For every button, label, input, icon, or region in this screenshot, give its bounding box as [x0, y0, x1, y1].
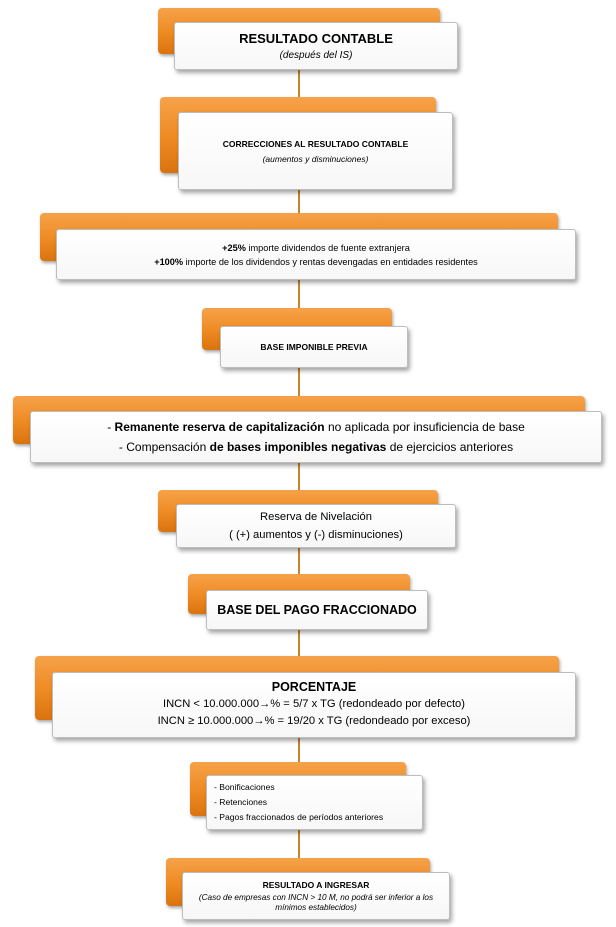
line-pre: - Compensación	[118, 440, 210, 454]
step-title: RESULTADO CONTABLE	[239, 31, 393, 46]
connector-line	[298, 368, 300, 398]
connector-line	[298, 830, 300, 858]
step-subtitle: (Caso de empresas con INCN > 10 M, no podrá ser inferior a los mínimos establecidos)	[198, 892, 434, 912]
step-card	[176, 504, 456, 548]
dividend-line-2	[154, 255, 478, 269]
connector-line	[298, 190, 300, 215]
list-item: - Bonificaciones	[214, 782, 275, 792]
line-post: no aplicada por insuficiencia de base	[324, 420, 525, 434]
line-text: importe dividendos de fuente extranjera	[245, 242, 410, 253]
step-title: RESULTADO A INGRESAR	[262, 879, 370, 890]
list-item: - Pagos fraccionados de períodos anteriores	[214, 812, 384, 822]
line-bold: +25%	[222, 242, 246, 253]
connector-line	[298, 738, 300, 762]
connector-line	[298, 548, 300, 576]
step-title: PORCENTAJE	[271, 680, 357, 694]
step-title: BASE IMPONIBLE PREVIA	[260, 342, 368, 352]
step-card	[52, 672, 576, 738]
step-subtitle: (después del IS)	[279, 50, 353, 61]
porcentaje-line-1: INCN < 10.000.000→% = 5/7 x TG (redondeado por defecto)	[162, 698, 466, 710]
line-bold: de bases imponibles negativas	[209, 440, 387, 454]
nivelacion-line-1: Reserva de Nivelación	[260, 511, 372, 523]
step-card	[30, 411, 602, 463]
step-card	[182, 872, 450, 920]
porcentaje-line-2: INCN ≥ 10.000.000→% = 19/20 x TG (redondeado por exceso)	[157, 715, 471, 727]
step-card	[178, 112, 453, 190]
line-text: importe de los dividendos y rentas devengadas en entidades residentes	[183, 256, 478, 267]
connector-line	[298, 630, 300, 658]
step-card	[206, 775, 423, 830]
nivelacion-line-2: ( (+) aumentos y (-) disminuciones)	[229, 529, 403, 541]
step-card	[206, 590, 428, 630]
connector-line	[298, 280, 300, 310]
line-bold: +100%	[154, 256, 184, 267]
connector-line	[298, 70, 300, 100]
step-card	[220, 326, 408, 368]
reserve-line-2	[119, 437, 513, 457]
step-card	[174, 22, 458, 70]
dividend-line-1	[222, 241, 410, 255]
connector-line	[298, 462, 300, 492]
list-item: - Retenciones	[214, 797, 268, 807]
line-bold: Remanente reserva de capitalización	[114, 420, 325, 434]
line-pre: -	[107, 420, 115, 434]
step-title: BASE DEL PAGO FRACCIONADO	[217, 603, 417, 617]
step-title: CORRECCIONES AL RESULTADO CONTABLE	[222, 138, 409, 149]
step-card	[56, 229, 576, 280]
line-post: de ejercicios anteriores	[386, 440, 514, 454]
reserve-line-1	[107, 417, 525, 437]
step-subtitle: (aumentos y disminuciones)	[262, 153, 369, 164]
